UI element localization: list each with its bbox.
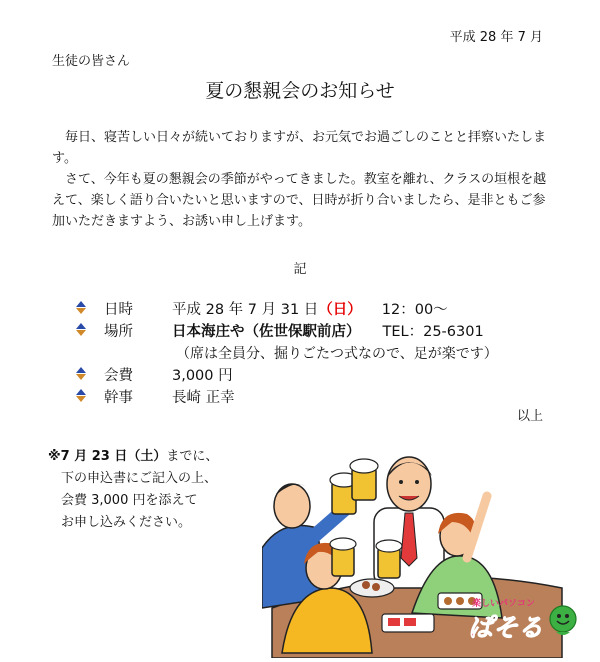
place-label: 場所	[104, 324, 133, 340]
datetime-date: 平成 28 年 7 月 31 日	[172, 302, 319, 318]
deadline-line-4: お申し込みください。	[61, 515, 192, 530]
bullet-icon	[74, 323, 88, 337]
ki-heading: 記	[293, 262, 307, 277]
closing-ijo: 以上	[516, 409, 543, 424]
datetime-weekday: （日）	[318, 302, 362, 318]
fee-value: 3,000 円	[172, 368, 233, 384]
place-note: （席は全員分、掘りごたつ式なので、足が楽です）	[176, 346, 498, 362]
body-paragraph-invitation: さて、今年も夏の懇親会の季節がやってきました。教室を離れ、クラスの垣根を越えて、楽しく語り合いたいと思いますので、日時が折り合いましたら、是非ともご参加いただきますよう、お誘い申し上げます。	[52, 172, 547, 229]
bullet-icon	[74, 367, 88, 381]
addressee: 生徒の皆さん	[52, 54, 131, 69]
deadline-line-3: 会費 3,000 円を添えて	[61, 493, 198, 508]
document-date: 平成 28 年 7 月	[449, 30, 543, 45]
bullet-icon	[74, 389, 88, 403]
bullet-icon	[74, 301, 88, 315]
place-name: 日本海庄や（佐世保駅前店）	[172, 324, 361, 340]
place-tel: TEL：25-6301	[382, 324, 484, 340]
pasoru-logo	[468, 596, 580, 648]
body-paragraph-greeting: 毎日、寝苦しい日々が続いておりますが、お元気でお過ごしのことと拝察いたします。	[52, 130, 547, 166]
datetime-label: 日時	[104, 302, 133, 318]
organizer-value: 長崎 正幸	[172, 390, 235, 406]
deadline-note	[48, 446, 218, 534]
place-value	[172, 320, 484, 341]
deadline-line-2: 下の申込書にご記入の上、	[61, 471, 218, 486]
smiley-mascot-icon	[548, 604, 578, 638]
deadline-date: ※7 月 23 日（土）	[48, 449, 167, 464]
logo-tagline: 楽しいパソコン	[472, 599, 535, 609]
datetime-time: 12：00～	[381, 302, 448, 318]
fee-label: 会費	[104, 368, 133, 384]
logo-name: ぱそる	[468, 613, 544, 642]
page-title: 夏の懇親会のお知らせ	[205, 80, 395, 102]
datetime-value	[172, 298, 448, 319]
deadline-suffix: までに、	[166, 449, 219, 464]
organizer-label: 幹事	[104, 390, 133, 406]
